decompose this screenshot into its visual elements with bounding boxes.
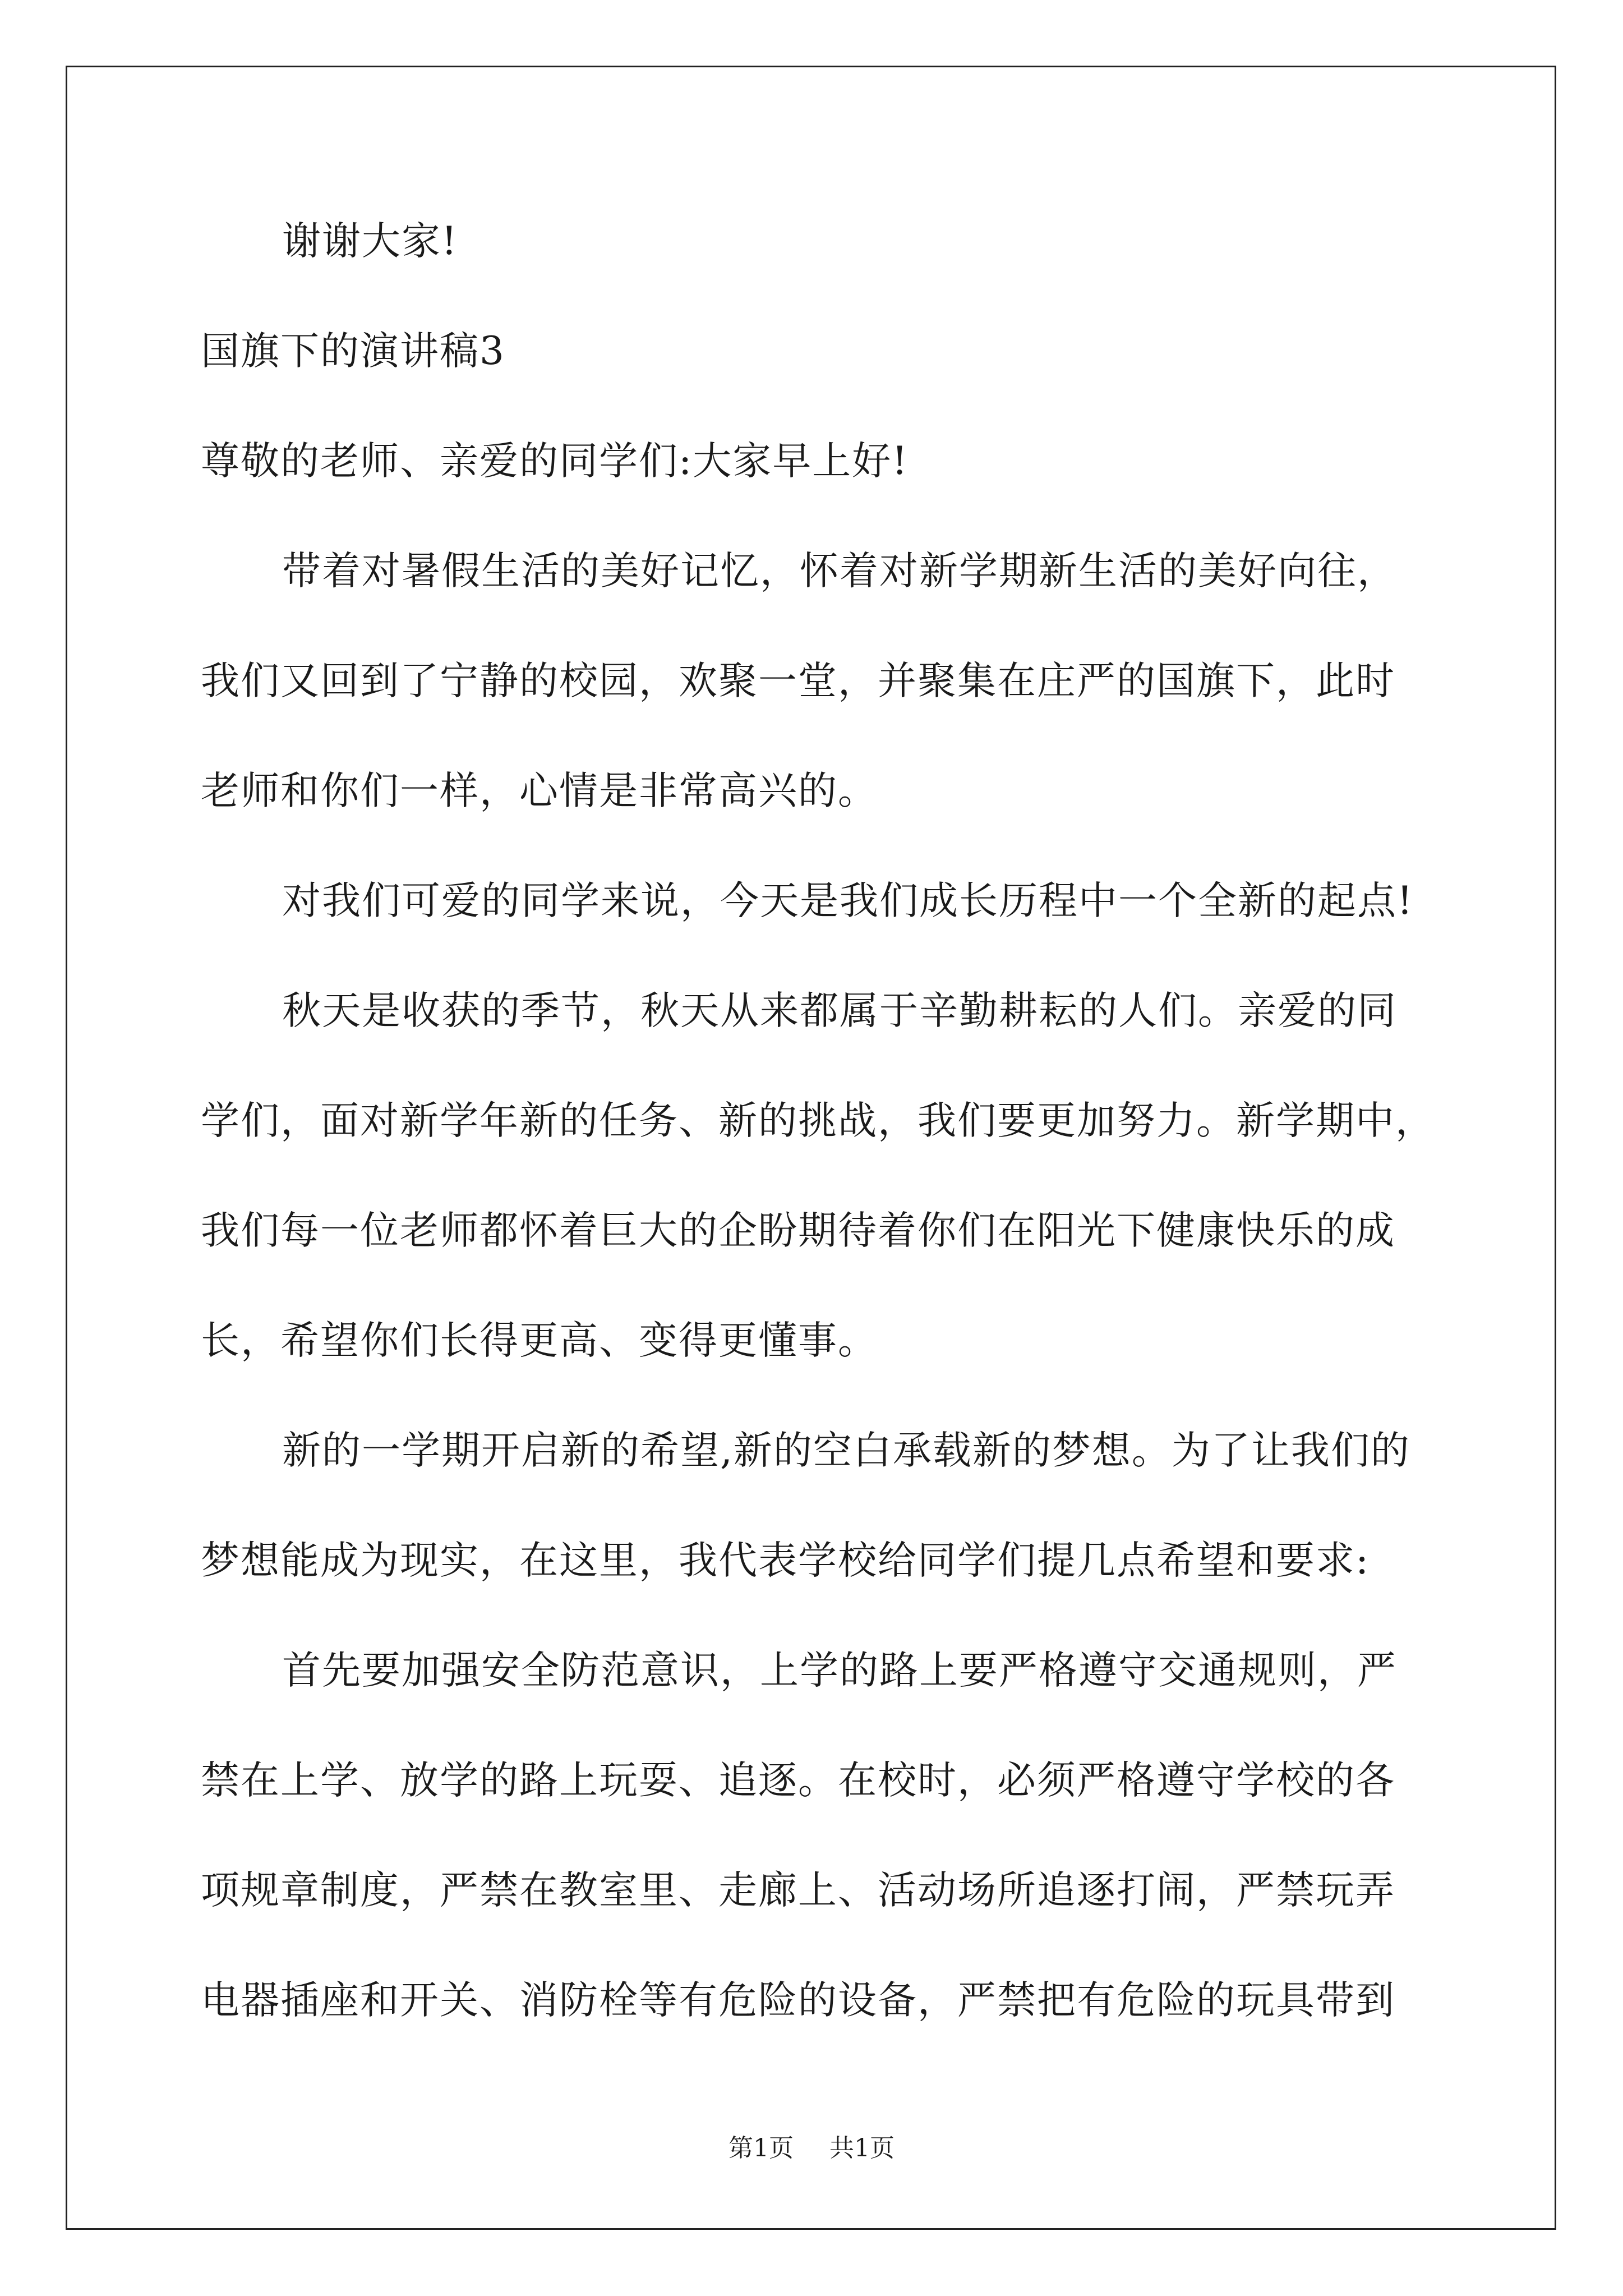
page-number-current: 第1页	[728, 2134, 794, 2162]
paragraph-1	[201, 543, 1421, 819]
paragraph-line: 我们每一位老师都怀着巨大的企盼期待着你们在阳光下健康快乐的成	[201, 1208, 1395, 1253]
greeting-line: 尊敬的老师、亲爱的同学们:大家早上好!	[201, 439, 909, 484]
paragraph-4	[201, 1423, 1421, 1589]
paragraph-line: 学们，面对新学年新的任务、新的挑战，我们要更加努力。新学期中，	[201, 1098, 1435, 1143]
paragraph-3	[201, 983, 1435, 1369]
paragraph-line: 电器插座和开关、消防栓等有危险的设备，严禁把有危险的玩具带到	[201, 1978, 1395, 2023]
paragraph-line: 对我们可爱的同学来说，今天是我们成长历程中一个全新的起点!	[282, 878, 1414, 923]
document-body	[201, 213, 1435, 2028]
paragraph-line: 带着对暑假生活的美好记忆，怀着对新学期新生活的美好向往，	[282, 549, 1397, 593]
closing-line: 谢谢大家!	[282, 219, 458, 264]
paragraph-line: 梦想能成为现实，在这里，我代表学校给同学们提几点希望和要求:	[201, 1538, 1370, 1583]
paragraph-line: 我们又回到了宁静的校园，欢聚一堂，并聚集在庄严的国旗下，此时	[201, 659, 1395, 703]
document-title: 国旗下的演讲稿3	[201, 329, 505, 374]
paragraph-line: 秋天是收获的季节，秋天从来都属于辛勤耕耘的人们。亲爱的同	[282, 988, 1397, 1033]
paragraph-line: 禁在上学、放学的路上玩耍、追逐。在校时，必须严格遵守学校的各	[201, 1758, 1395, 1803]
paragraph-line: 新的一学期开启新的希望,新的空白承载新的梦想。为了让我们的	[282, 1428, 1410, 1473]
paragraph-line: 项规章制度，严禁在教室里、走廊上、活动场所追逐打闹，严禁玩弄	[201, 1868, 1395, 1913]
page-footer	[0, 2132, 1623, 2165]
page-number-total: 共1页	[829, 2134, 895, 2162]
paragraph-line: 老师和你们一样，心情是非常高兴的。	[201, 769, 878, 813]
paragraph-line: 首先要加强安全防范意识，上学的路上要严格遵守交通规则，严	[282, 1648, 1397, 1693]
paragraph-line: 长，希望你们长得更高、变得更懂事。	[201, 1318, 878, 1363]
paragraph-2	[201, 873, 1421, 929]
paragraph-5	[201, 1642, 1421, 2028]
